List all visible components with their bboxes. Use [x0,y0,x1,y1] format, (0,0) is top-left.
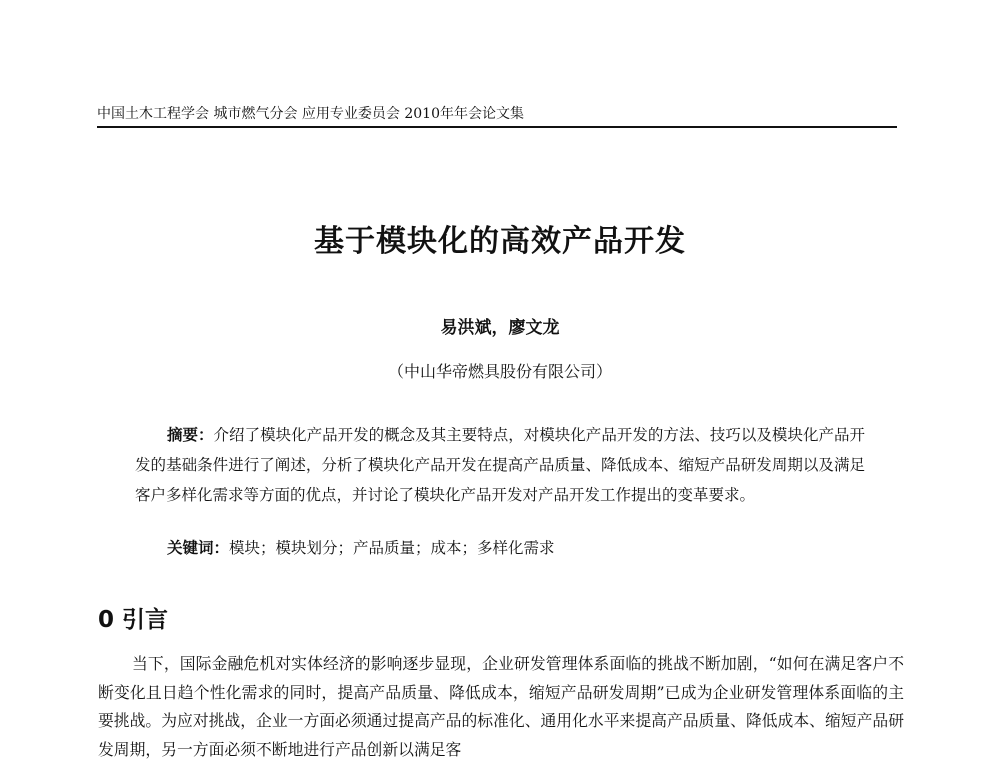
keywords [167,536,867,560]
keywords-label: 关键词： [167,538,230,557]
running-header: 中国土木工程学会 城市燃气分会 应用专业委员会 2010年年会论文集 [97,104,897,128]
paper-title: 基于模块化的高效产品开发 [314,224,686,259]
keywords-text: 模块；模块划分；产品质量；成本；多样化需求 [229,539,555,557]
abstract-text: 介绍了模块化产品开发的概念及其主要特点，对模块化产品开发的方法、技巧以及模块化产品开发的基础条件进行了阐述，分析了模块化产品开发在提高产品质量、降低成本、缩短产品研发周期以及满足客户多样化需求等方面的优点，并讨论了模块化产品开发对产品开发工作提出的变革要求。 [135,426,865,504]
section-body: 当下，国际金融危机对实体经济的影响逐步显现，企业研发管理体系面临的挑战不断加剧，“如何在满足客户不断变化且日趋个性化需求的同时，提高产品质量、降低成本，缩短产品研发周期”已成为企业研发管理体系面临的主要挑战。为应对挑战，企业一方面必须通过提高产品的标准化、通用化水平来提高产品质量、降低成本、缩短产品研发周期，另一方面必须不断地进行产品创新以满足客 [98,654,904,759]
paper-affiliation: （中山华帝燃具股份有限公司） [387,362,612,381]
abstract [135,420,865,510]
paper-authors: 易洪斌，廖文龙 [440,318,560,338]
section-heading: 0 引言 [98,607,169,633]
abstract-label: 摘要： [167,425,214,444]
